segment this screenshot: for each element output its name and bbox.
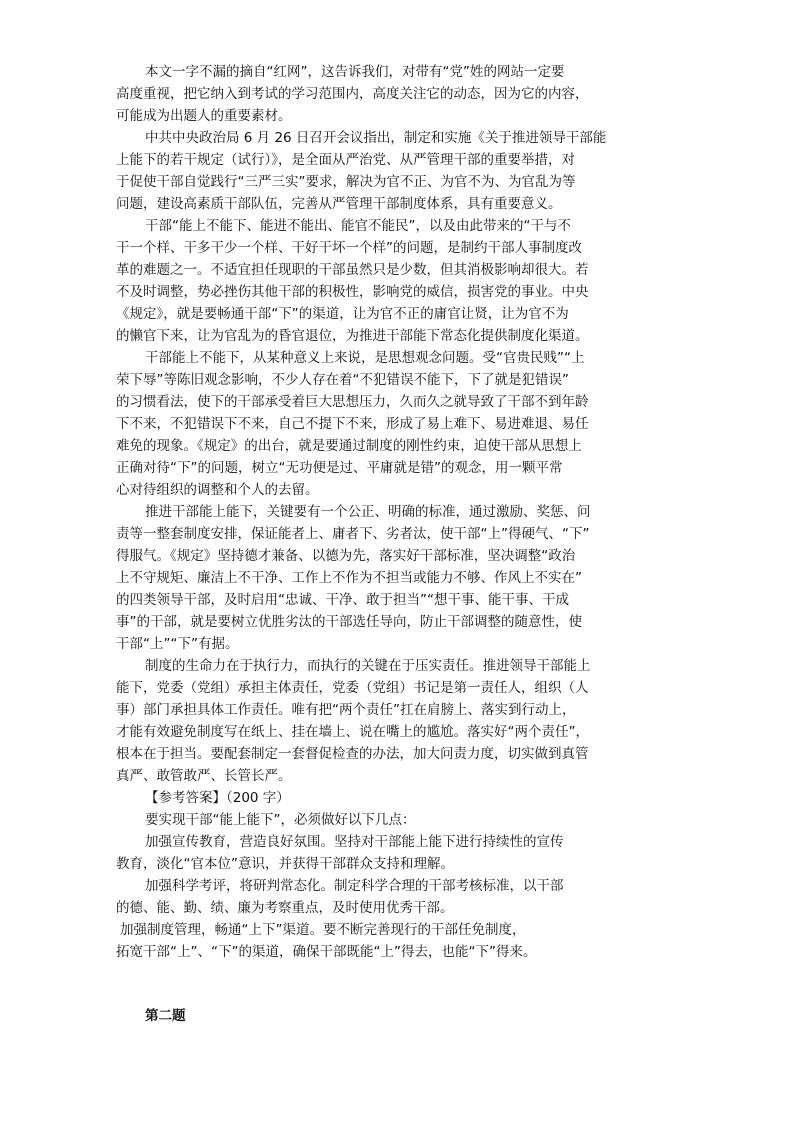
paragraph-line: 的懒官下来，让为官乱为的昏官退位，为推进干部能下常态化提供制度化渠道。: [116, 328, 589, 344]
paragraph-line: 高度重视，把它纳入到考试的学习范围内，高度关注它的动态，因为它的内容，: [116, 86, 589, 102]
paragraph-line: 正确对待“下”的问题，树立“无功便是过、平庸就是错”的观念，用一颗平常: [116, 460, 563, 476]
paragraph-line: 能下，党委（党组）承担主体责任，党委（党组）书记是第一责任人，组织（人: [116, 680, 589, 696]
paragraph-line: 拓宽干部“上”、“下”的渠道，确保干部既能“上”得去，也能“下”得来。: [116, 944, 537, 960]
paragraph-line: 事”的干部，就是要树立优胜劣汰的干部选任导向，防止干部调整的随意性，使: [116, 614, 582, 630]
paragraph-line: 制度的生命力在于执行力，而执行的关键在于压实责任。推进领导干部能上: [145, 658, 591, 674]
paragraph-line: 本文一字不漏的摘自“红网”，这告诉我们，对带有“党”姓的网站一定要: [145, 64, 565, 80]
paragraph-line: 要实现干部“能上能下”，必须做好以下几点：: [145, 812, 416, 828]
paragraph-line: 革的难题之一。不适宜担任现职的干部虽然只是少数，但其消极影响却很大。若: [116, 262, 589, 278]
paragraph-line: 的四类领导干部，及时启用“忠诚、干净、敢于担当”“想干事、能干事、干成: [116, 592, 569, 608]
paragraph-line: 责等一整套制度安排，保证能者上、庸者下、劣者汰，使干部“上”得硬气、“下”: [116, 526, 590, 542]
paragraph-line: 根本在于担当。要配套制定一套督促检查的办法，加大问责力度，切实做到真管: [116, 746, 589, 762]
paragraph-line: 得服气。《规定》坚持德才兼备、以德为先，落实好干部标准，坚决调整“政治: [116, 548, 576, 564]
paragraph-line: 才能有效避免制度写在纸上、挂在墙上、说在嘴上的尴尬。落实好“两个责任”，: [116, 724, 589, 740]
paragraph-line: 加强制度管理，畅通“上下”渠道。要不断完善现行的干部任免制度，: [120, 922, 526, 938]
paragraph-line: 干部“上”“下”有据。: [116, 636, 239, 652]
paragraph-line: 加强宣传教育，营造良好氛围。坚持对干部能上能下进行持续性的宣传: [145, 834, 564, 850]
paragraph-line: 事）部门承担具体工作责任。唯有把“两个责任”扛在肩膀上、落实到行动上，: [116, 702, 576, 718]
paragraph-line: 加强科学考评，将研判常态化。制定科学合理的干部考核标准，以干部: [145, 878, 564, 894]
paragraph-line: 可能成为出题人的重要素材。: [116, 108, 292, 124]
paragraph-line: 真严、敢管敢严、长管长严。: [116, 768, 292, 784]
paragraph-line: 的德、能、勤、绩、廉为考察重点，及时使用优秀干部。: [116, 900, 454, 916]
answer-heading: 【参考答案】（200 字）: [145, 790, 290, 806]
section-heading: 第二题: [145, 1008, 186, 1024]
paragraph-line: 的习惯看法，使下的干部承受着巨大思想压力，久而久之就导致了干部不到年龄: [116, 394, 589, 410]
paragraph-line: 上不守规矩、廉洁上不干净、工作上不作为不担当或能力不够、作风上不实在”: [116, 570, 582, 586]
paragraph-line: 难免的现象。《规定》的出台，就是要通过制度的刚性约束，迫使干部从思想上: [116, 438, 582, 454]
paragraph-line: 教育，淡化“官本位”意识，并获得干部群众支持和理解。: [116, 856, 454, 872]
paragraph-line: 荣下辱”等陈旧观念影响，不少人存在着“不犯错误不能下，下了就是犯错误”: [116, 372, 569, 388]
paragraph-line: 《规定》，就是要畅通干部“下”的渠道，让为官不正的庸官让贤，让为官不为: [116, 306, 569, 322]
paragraph-line: 上能下的若干规定（试行）》，是全面从严治党、从严管理干部的重要举措，对: [116, 152, 575, 168]
paragraph-line: 下不来，不犯错误下不来，自己不提下不来，形成了易上难下、易进难退、易任: [116, 416, 589, 432]
paragraph-line: 问题，建设高素质干部队伍，完善从严管理干部制度体系，具有重要意义。: [116, 196, 562, 212]
paragraph-line: 中共中央政治局 6 月 26 日召开会议指出，制定和实施《关于推进领导干部能: [145, 130, 607, 146]
paragraph-line: 心对待组织的调整和个人的去留。: [116, 482, 319, 498]
paragraph-line: 干一个样、干多干少一个样、干好干坏一个样”的问题，是制约干部人事制度改: [116, 240, 582, 256]
paragraph-line: 推进干部能上能下，关键要有一个公正、明确的标准，通过激励、奖惩、问: [145, 504, 591, 520]
paragraph-line: 不及时调整，势必挫伤其他干部的积极性，影响党的威信，损害党的事业。中央: [116, 284, 589, 300]
paragraph-line: 干部能上不能下，从某种意义上来说，是思想观念问题。受“官贵民贱”“上: [145, 350, 585, 366]
paragraph-line: 干部“能上不能下、能进不能出、能官不能民”，以及由此带来的“干与不: [145, 218, 571, 234]
paragraph-line: 于促使干部自觉践行“三严三实”要求，解决为官不正、为官不为、为官乱为等: [116, 174, 576, 190]
